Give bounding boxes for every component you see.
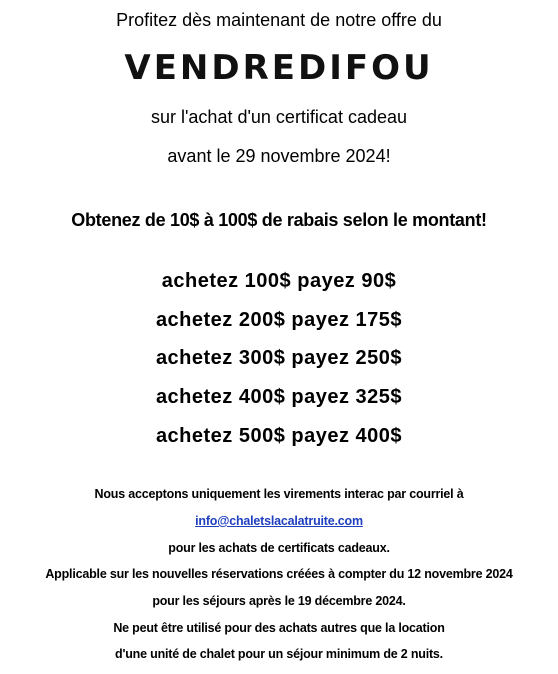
intro-line-2: sur l'achat d'un certificat cadeau — [150, 107, 408, 127]
vendredifou-logo: VENDREDIFOU — [124, 48, 434, 88]
note-stays: pour les séjours après le 19 décembre 2024. — [152, 594, 406, 608]
note-applicable: Applicable sur les nouvelles réservations créées à compter du 12 novembre 2024 — [45, 567, 513, 581]
note-restriction: Ne peut être utilisé pour des achats autres que la location — [113, 621, 445, 635]
note-minimum-stay: d'une unité de chalet pour un séjour minimum de 2 nuits. — [115, 647, 443, 661]
offer-100: achetez 100$ payez 90$ — [161, 270, 397, 292]
offer-500: achetez 500$ payez 400$ — [155, 425, 403, 447]
note-certificates: pour les achats de certificats cadeaux. — [168, 541, 390, 555]
email-link-row — [0, 514, 558, 528]
note-payment: Nous acceptons uniquement les virements interac par courriel à — [94, 487, 464, 501]
intro-line-1: Profitez dès maintenant de notre offre du — [116, 10, 442, 30]
offer-300: achetez 300$ payez 250$ — [155, 347, 403, 369]
discount-headline: Obtenez de 10$ à 100$ de rabais selon le montant! — [71, 210, 487, 230]
offer-200: achetez 200$ payez 175$ — [155, 309, 403, 331]
offer-400: achetez 400$ payez 325$ — [155, 386, 403, 408]
email-link[interactable]: info@chaletslacalatruite.com — [195, 514, 363, 528]
intro-line-3: avant le 29 novembre 2024! — [167, 146, 391, 166]
